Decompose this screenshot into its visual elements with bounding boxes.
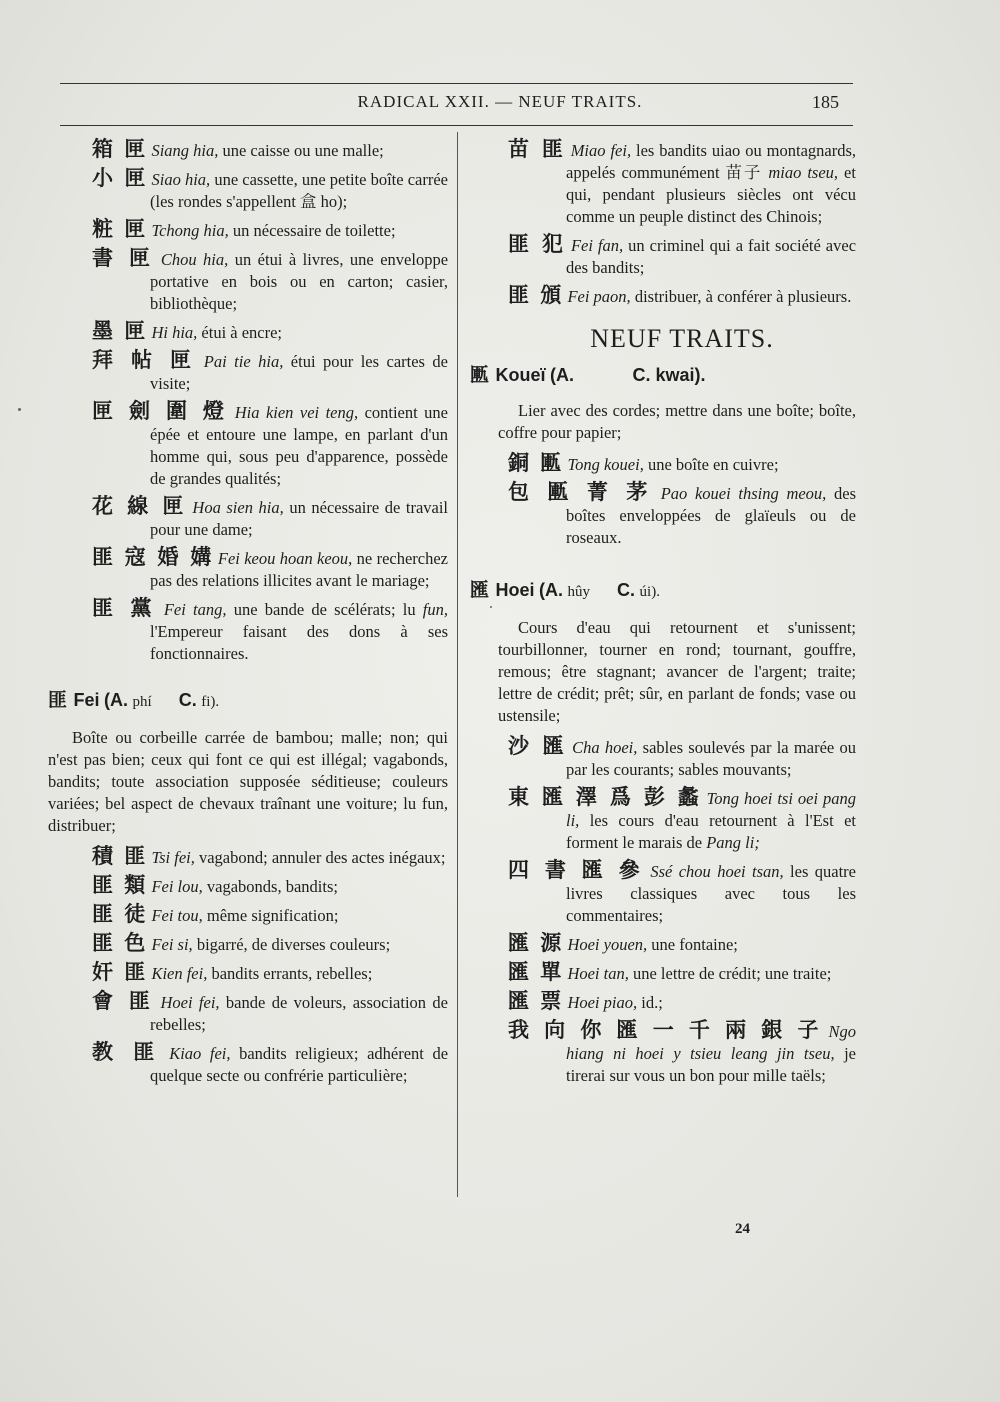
romanization: Hoei piao, xyxy=(567,993,638,1012)
dictionary-entry xyxy=(92,990,448,1036)
dictionary-entry xyxy=(508,452,856,476)
chinese-characters: 匪 寇 婚 媾 xyxy=(92,545,214,569)
chinese-characters: 小 匣 xyxy=(92,166,148,190)
fei-definition: Boîte ou corbeille carrée de bambou; malle; non; qui n'est pas bien; ceux qui font ce qui est illégal; vagabonds, bandits; toute association supposée séditieuse; couleurs variées; bel aspect de chevaux traînant une voiture; lu fun, distribuer; xyxy=(48,728,448,835)
entry-head-hoei xyxy=(470,579,856,603)
kouei-a-label: (A. xyxy=(550,365,575,385)
dictionary-entry xyxy=(92,167,448,213)
fei-word: Fei xyxy=(73,690,100,710)
chinese-characters: 書 匣 xyxy=(92,246,155,270)
fei-character: 匪 xyxy=(48,689,70,711)
dictionary-entry xyxy=(508,990,856,1014)
chinese-characters: 我 向 你 匯 一 千 兩 銀 子 xyxy=(508,1018,823,1042)
header-rule xyxy=(60,83,853,84)
chinese-characters: 匯 源 xyxy=(508,931,564,955)
kouei-definition: Lier avec des cordes; mettre dans une boîte; boîte, coffre pour papier; xyxy=(498,401,856,442)
signature-mark: 24 xyxy=(735,1221,750,1237)
entry-text: des boîtes enveloppées de glaïeuls ou de roseaux. xyxy=(566,484,857,547)
entry-text: un nécessaire de travail pour une dame; xyxy=(150,498,449,539)
page-number: 185 xyxy=(812,92,839,112)
hoei-a-pron: hûy xyxy=(567,584,591,600)
dictionary-entry xyxy=(92,495,448,541)
entry-text: contient une épée et entoure une lampe, en parlant d'un homme qui, sous peu d'apparence, possède de grandes qualités; xyxy=(150,403,448,488)
dictionary-entry xyxy=(508,961,856,985)
dictionary-entry xyxy=(508,481,856,549)
entry-text: un nécessaire de toilette; xyxy=(228,221,396,240)
chinese-characters: 匣 劍 圍 燈 xyxy=(92,399,229,423)
entry-text: bandits religieux; adhérent de quelque secte ou confrérie particulière; xyxy=(150,1044,449,1085)
header-underline xyxy=(60,125,853,126)
left-entries-top xyxy=(92,138,448,665)
entry-text: vagabonds, bandits; xyxy=(202,877,338,896)
dictionary-entry xyxy=(92,218,448,242)
entry-text: un criminel qui a fait société avec des bandits; xyxy=(566,236,857,277)
dictionary-entry xyxy=(92,903,448,927)
column-divider xyxy=(457,132,458,1197)
right-entries-top xyxy=(508,138,856,308)
entry-text: vagabond; annuler des actes inégaux; xyxy=(194,848,446,867)
romanization: Hia kien vei teng, xyxy=(234,403,359,422)
romanization: Pai tie hia, xyxy=(203,352,284,371)
chinese-characters: 四 書 匯 參 xyxy=(508,858,644,882)
romanization: Siang hia, xyxy=(151,141,219,160)
entry-text: ne recherchez pas des relations illicites avant le mariage; xyxy=(150,549,449,590)
romanization: Hoa sien hia, xyxy=(192,498,284,517)
entry-text: l'Empereur faisant des dons à ses fonctionnaires. xyxy=(150,622,448,663)
entry-text: bandits errants, rebelles; xyxy=(207,964,373,983)
fei-entries xyxy=(92,845,448,1087)
page-header-title: RADICAL XXII. — NEUF TRAITS. xyxy=(357,92,643,111)
romanization: Fei keou hoan keou, xyxy=(217,549,353,568)
romanization: Hi hia, xyxy=(151,323,198,342)
entry-text: étui pour les cartes de visite; xyxy=(150,352,449,393)
entry-head-fei xyxy=(48,689,448,713)
romanization: Cha hoei, xyxy=(572,738,638,757)
entry-text: les quatre livres classiques avec tous les commentaires; xyxy=(566,862,857,925)
section-title: NEUF TRAITS. xyxy=(590,324,774,353)
entry-text: id.; xyxy=(637,993,663,1012)
chinese-characters: 東 匯 澤 爲 彭 蠡 xyxy=(508,785,702,809)
chinese-characters: 箱 匣 xyxy=(92,137,148,161)
entry-text: sables soulevés par la marée ou par les courants; sables mouvants; xyxy=(566,738,856,779)
dictionary-entry xyxy=(508,786,856,854)
romanization: Hoei fei, xyxy=(160,993,220,1012)
entry-text: distribuer, à conférer à plusieurs. xyxy=(630,287,852,306)
romanization: Tong kouei, xyxy=(567,455,644,474)
entry-text: même signification; xyxy=(202,906,339,925)
entry-text: les cours d'eau retournent à l'Est et forment le marais de xyxy=(566,811,856,852)
entry-text: une fontaine; xyxy=(647,935,738,954)
entry-text: une caisse ou une malle; xyxy=(218,141,384,160)
entry-text: étui à encre; xyxy=(197,323,283,342)
fei-a-label: (A. xyxy=(104,690,129,710)
dictionary-entry xyxy=(92,138,448,162)
romanization: Pang li; xyxy=(706,833,760,852)
chinese-characters: 墨 匣 xyxy=(92,319,148,343)
dictionary-entry xyxy=(92,546,448,592)
dictionary-entry xyxy=(92,845,448,869)
romanization: fun, xyxy=(422,600,449,619)
entry-text: un étui à livres, une enveloppe portative en bois ou en carton; casier, bibliothèque; xyxy=(150,250,449,313)
chinese-characters: 苗 匪 xyxy=(508,137,566,161)
romanization: Miao fei, xyxy=(570,141,632,160)
left-column xyxy=(48,137,449,1092)
romanization: Tong hoei tsi oei pang li, xyxy=(566,789,856,830)
entry-text: je tirerai sur vous un bon pour mille taëls; xyxy=(566,1044,856,1085)
hoei-definition: Cours d'eau qui retournent et s'unissent; tourbillonner, tourner en rond; tournant, gouffre, remous; être stagnant; avancer de l'argent; traite; lettre de crédit; prêt; sûr, en parlant de fonds; vase ou ustensile; xyxy=(498,618,856,725)
paper-speck xyxy=(18,408,21,411)
dictionary-entry xyxy=(92,349,448,395)
romanization: Ssé chou hoei tsan, xyxy=(650,862,784,881)
entry-text: bande de voleurs, association de rebelles; xyxy=(150,993,449,1034)
fei-c-label: C. xyxy=(178,690,197,710)
dictionary-entry xyxy=(508,859,856,927)
chinese-characters: 匯 票 xyxy=(508,989,564,1013)
romanization: Siao hia, xyxy=(151,170,211,189)
hoei-entries xyxy=(508,735,856,1087)
romanization: Kien fei, xyxy=(151,964,208,983)
chinese-characters: 積 匪 xyxy=(92,844,148,868)
entry-text: une bande de scélérats; lu xyxy=(226,600,423,619)
chinese-characters: 匯 單 xyxy=(508,960,564,984)
chinese-characters: 粧 匣 xyxy=(92,217,148,241)
romanization: Hoei youen, xyxy=(567,935,648,954)
hoei-word: Hoei xyxy=(495,580,535,600)
chinese-characters: 奸 匪 xyxy=(92,960,148,984)
hoei-c-label: C. xyxy=(617,580,636,600)
romanization: Tsi fei, xyxy=(151,848,195,867)
dictionary-entry xyxy=(92,320,448,344)
chinese-characters: 匪 色 xyxy=(92,931,148,955)
right-column xyxy=(470,137,857,1092)
romanization: Hoei tan, xyxy=(567,964,629,983)
kouei-character: 匭 xyxy=(470,364,492,386)
romanization: Fei fan, xyxy=(570,236,624,255)
dictionary-entry xyxy=(92,1041,448,1087)
entry-text: une lettre de crédit; une traite; xyxy=(628,964,832,983)
chinese-characters: 花 線 匣 xyxy=(92,494,187,518)
dictionary-entry xyxy=(92,400,448,490)
entry-text: bigarré, de diverses couleurs; xyxy=(192,935,391,954)
romanization: Ngo hiang ni hoei y tsieu leang jin tseu, xyxy=(566,1022,856,1063)
kouei-c-label: C. kwai). xyxy=(632,365,706,385)
dictionary-entry xyxy=(508,932,856,956)
chinese-characters: 匪 頒 xyxy=(508,283,564,307)
dictionary-entry xyxy=(92,932,448,956)
romanization: Kiao fei, xyxy=(169,1044,231,1063)
romanization: Pao kouei thsing meou, xyxy=(660,484,827,503)
romanization: Fei paon, xyxy=(567,287,631,306)
dictionary-entry xyxy=(508,284,856,308)
fei-c-pron: fi). xyxy=(201,694,220,710)
fei-a-pron: phí xyxy=(132,694,152,710)
chinese-characters: 包 匭 菁 茅 xyxy=(508,480,653,504)
dictionary-entry xyxy=(92,247,448,315)
dictionary-entry xyxy=(92,874,448,898)
dictionary-entry xyxy=(508,1019,856,1087)
entry-text: et qui, pendant plusieurs siècles ont vécu comme un peuple distinct des Chinois; xyxy=(566,163,856,226)
chinese-characters: 匪 黨 xyxy=(92,596,157,620)
romanization: Tchong hia, xyxy=(151,221,229,240)
dictionary-entry xyxy=(92,961,448,985)
chinese-characters: 沙 匯 xyxy=(508,734,567,758)
entry-text: les bandits uiao ou montagnards, appelés communément 苗子 xyxy=(566,141,857,182)
dictionary-entry xyxy=(508,138,856,228)
entry-text: une cassette, une petite boîte carrée (les rondes s'appellent 盒 ho); xyxy=(150,170,449,211)
paper-speck xyxy=(490,606,492,608)
kouei-word: Koueï xyxy=(495,365,546,385)
chinese-characters: 會 匪 xyxy=(92,989,155,1013)
entry-head-kouei xyxy=(470,364,856,386)
dictionary-entry xyxy=(508,735,856,781)
chinese-characters: 教 匪 xyxy=(92,1040,161,1064)
hoei-character: 匯 xyxy=(470,579,492,601)
kouei-entries xyxy=(508,452,856,549)
romanization: Fei tou, xyxy=(151,906,203,925)
chinese-characters: 拜 帖 匣 xyxy=(92,348,197,372)
romanization: Fei tang, xyxy=(163,600,227,619)
chinese-characters: 匪 類 xyxy=(92,873,148,897)
romanization: Chou hia, xyxy=(160,250,229,269)
entry-text: une boîte en cuivre; xyxy=(643,455,779,474)
dictionary-entry xyxy=(508,233,856,279)
romanization: Fei lou, xyxy=(151,877,203,896)
chinese-characters: 匪 犯 xyxy=(508,232,566,256)
dictionary-entry xyxy=(92,597,448,665)
romanization: miao tseu, xyxy=(768,163,839,182)
hoei-c-pron: úi). xyxy=(639,584,660,600)
chinese-characters: 銅 匭 xyxy=(508,451,564,475)
chinese-characters: 匪 徒 xyxy=(92,902,148,926)
romanization: Fei si, xyxy=(151,935,193,954)
hoei-a-label: (A. xyxy=(539,580,564,600)
